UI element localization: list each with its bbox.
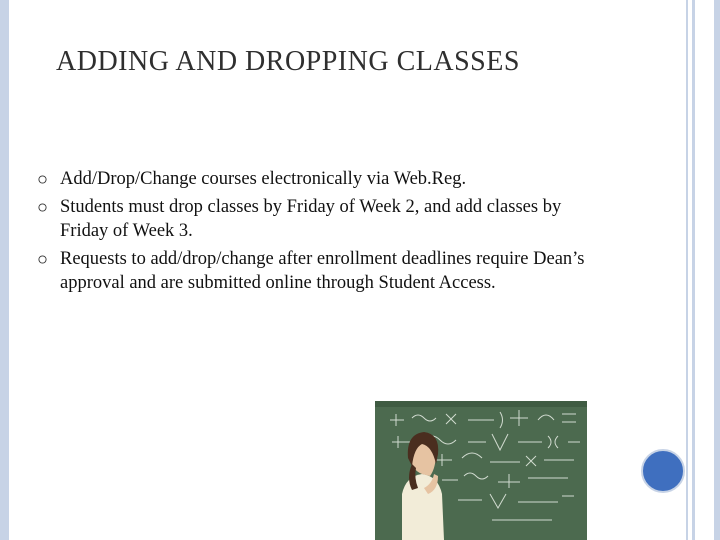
bullet-circle-icon [38, 203, 47, 212]
accent-circle-icon [641, 449, 685, 493]
left-frame-bar [0, 0, 9, 540]
bullet-item [38, 247, 598, 295]
bullet-item [38, 167, 598, 191]
bullet-item [38, 195, 598, 243]
right-frame-line-1 [686, 0, 688, 540]
bullet-circle-icon [38, 255, 47, 264]
right-frame-line-2 [692, 0, 695, 540]
slide-title: ADDING AND DROPPING CLASSES [56, 46, 520, 77]
bullet-circle-icon [38, 175, 47, 184]
bullet-list [38, 167, 598, 295]
teacher-chalkboard-photo [372, 398, 588, 540]
right-frame-bar [714, 0, 720, 540]
bullet-text: Students must drop classes by Friday of Week 2, and add classes by Friday of Week 3. [60, 197, 562, 241]
bullet-text: Requests to add/drop/change after enrollment deadlines require Dean’s approval and are submitted online through Student Access. [60, 249, 585, 293]
bullet-text: Add/Drop/Change courses electronically via Web.Reg. [60, 169, 467, 189]
